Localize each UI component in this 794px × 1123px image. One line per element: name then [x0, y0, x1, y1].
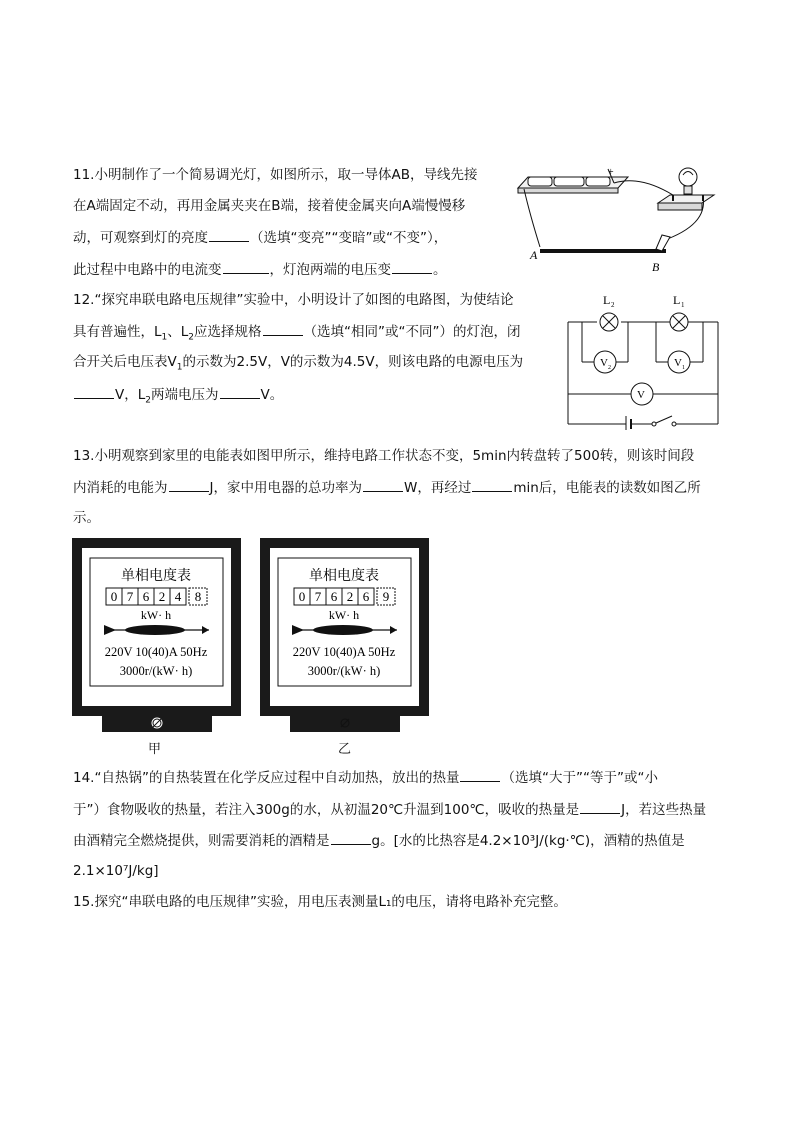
q12-line3-text-a: 合开关后电压表V [73, 354, 177, 370]
q13-blank-time[interactable] [472, 478, 512, 492]
q11-line3 [73, 228, 447, 247]
meter-yi-digit-6: 9 [382, 589, 390, 604]
q12-blank-l2-voltage[interactable] [220, 385, 260, 399]
q12-fig-v2-sub: 2 [608, 365, 611, 371]
q14-line2-text-b: J，若这些热量 [621, 802, 707, 818]
q13-line2 [73, 478, 701, 497]
q14-blank-heat-compare[interactable] [460, 768, 500, 782]
q11-blank-brightness[interactable] [209, 228, 249, 242]
q12-line2-text-a: 具有普遍性，L [73, 324, 162, 340]
q13-line2-text-c: W，再经过 [403, 480, 472, 496]
q11-line1: 11.小明制作了一个简易调光灯，如图所示，取一导体AB，导线先接 [73, 167, 478, 183]
q13-line3: 示。 [73, 510, 100, 526]
meter-yi-digit-4: 2 [346, 589, 354, 604]
meter-jia-digit-5: 4 [174, 589, 182, 604]
q12-line3 [73, 353, 523, 377]
q12-line2-text-b: 、L [167, 324, 189, 340]
q14-line3 [73, 831, 685, 850]
q12-line3-text-b: 的示数为2.5V，V的示数为4.5V，则该电路的电源电压为 [182, 354, 524, 370]
q12-fig-l1: L [673, 293, 681, 307]
q14-line1-text-a: 14.“自热锅”的自热装置在化学反应过程中自动加热，放出的热量 [73, 770, 460, 786]
q12-blank-source-voltage[interactable] [74, 385, 114, 399]
q12-line2 [73, 322, 521, 347]
q13-line2-text-d: min后，电能表的读数如图乙所 [513, 480, 701, 496]
meter-yi-caption: 乙 [338, 742, 352, 757]
meter-yi-digit-2: 7 [314, 589, 322, 604]
q12-line1: 12.“探究串联电路电压规律”实验中，小明设计了如图的电路图，为使结论 [73, 292, 514, 308]
q14-line2-text-a: 于”）食物吸收的热量，若注入300g的水，从初温20℃升温到100℃，吸收的热量是 [73, 802, 580, 818]
q13-line2-text-b: J，家中用电器的总功率为 [209, 480, 362, 496]
meter-yi-unit: kW· h [328, 608, 360, 622]
q11-label-b: B [652, 260, 660, 274]
q12-fig-l1-sub: 1 [681, 301, 685, 309]
q12-fig-l2: L [603, 293, 611, 307]
q12-line4-text-a: V，L [115, 387, 146, 403]
q12-blank-spec[interactable] [263, 322, 303, 336]
q12-fig-v1: V [674, 357, 682, 369]
meter-jia-digit-3: 6 [142, 589, 150, 604]
q11-line4-text-c: 。 [433, 262, 447, 278]
meter-yi-digit-1: 0 [298, 589, 306, 604]
q12-fig-v1-sub: 1 [682, 365, 685, 371]
q14-line1-text-b: （选填“大于”“等于”或“小 [501, 770, 658, 786]
q15-line1: 15.探究“串联电路的电压规律”实验，用电压表测量L₁的电压，请将电路补充完整。 [73, 894, 567, 910]
q11-line4-text-a: 此过程中电路中的电流变 [73, 262, 222, 278]
q12-v1-sub: 1 [176, 362, 183, 373]
q11-label-a: A [530, 248, 538, 262]
q14-blank-heat-absorbed[interactable] [580, 800, 620, 814]
q12-l2-sub-b: 2 [145, 395, 151, 406]
meter-jia-digit-2: 7 [126, 589, 134, 604]
q14-blank-alcohol-mass[interactable] [331, 831, 371, 845]
meter-jia-digit-4: 2 [158, 589, 166, 604]
meter-jia-unit: kW· h [140, 608, 172, 622]
q12-line2-text-c: 应选择规格 [194, 324, 262, 340]
q11-line2: 在A端固定不动，再用金属夹夹在B端，接着使金属夹向A端慢慢移 [73, 198, 466, 214]
meter-jia-digit-6: 8 [194, 589, 202, 604]
q13-blank-energy[interactable] [169, 478, 209, 492]
q14-line1 [73, 768, 658, 787]
svg-text:+: + [608, 167, 614, 178]
q14-line3-text-b: g。[水的比热容是4.2×10³J/(kg·℃)，酒精的热值是 [371, 833, 685, 849]
meter-jia-title: 单相电度表 [121, 569, 191, 584]
q13-line1: 13.小明观察到家里的电能表如图甲所示，维持电路工作状态不变，5min内转盘转了500转，则该时间段 [73, 448, 695, 464]
meter-jia [72, 538, 242, 733]
q12-line4 [73, 385, 283, 410]
meter-yi-title: 单相电度表 [309, 569, 379, 584]
meter-yi-spec2: 3000r/(kW· h) [307, 664, 381, 678]
q12-l1-sub: 1 [161, 332, 168, 343]
q14-line3-text-a: 由酒精完全燃烧提供，则需要消耗的酒精是 [73, 833, 330, 849]
q12-line4-text-b: 两端电压为 [151, 387, 219, 403]
meter-jia-digit-1: 0 [110, 589, 118, 604]
q12-line2-text-d: （选填“相同”或“不同”）的灯泡，闭 [303, 324, 521, 340]
q11-blank-voltage[interactable] [392, 260, 432, 274]
meter-jia-caption: 甲 [148, 742, 162, 757]
q12-line4-text-c: V。 [260, 387, 284, 403]
q11-blank-current[interactable] [223, 260, 269, 274]
q11-line3-text-b: （选填“变亮”“变暗”或“不变”）， [250, 230, 448, 246]
meter-jia-spec2: 3000r/(kW· h) [119, 664, 193, 678]
meter-yi [260, 538, 430, 733]
q13-line2-text-a: 内消耗的电能为 [73, 480, 168, 496]
q12-fig-v2: V [600, 357, 608, 369]
q14-line2 [73, 800, 706, 819]
q12-fig-l2-sub: 2 [611, 301, 615, 309]
q11-circuit-figure [510, 155, 725, 275]
meter-yi-digit-5: 6 [362, 589, 370, 604]
meter-yi-digit-3: 6 [330, 589, 338, 604]
q13-blank-power[interactable] [363, 478, 403, 492]
meter-yi-spec1: 220V 10(40)A 50Hz [292, 645, 396, 659]
q11-line4-text-b: ，灯泡两端的电压变 [269, 262, 391, 278]
q12-fig-v-main: V [637, 389, 645, 401]
q12-l2-sub: 2 [188, 332, 195, 343]
q14-line4: 2.1×10⁷J/kg] [73, 863, 159, 879]
q12-circuit-diagram [562, 290, 727, 430]
q11-line4 [73, 260, 447, 279]
meter-jia-spec1: 220V 10(40)A 50Hz [104, 645, 208, 659]
q11-line3-text-a: 动，可观察到灯的亮度 [73, 230, 208, 246]
